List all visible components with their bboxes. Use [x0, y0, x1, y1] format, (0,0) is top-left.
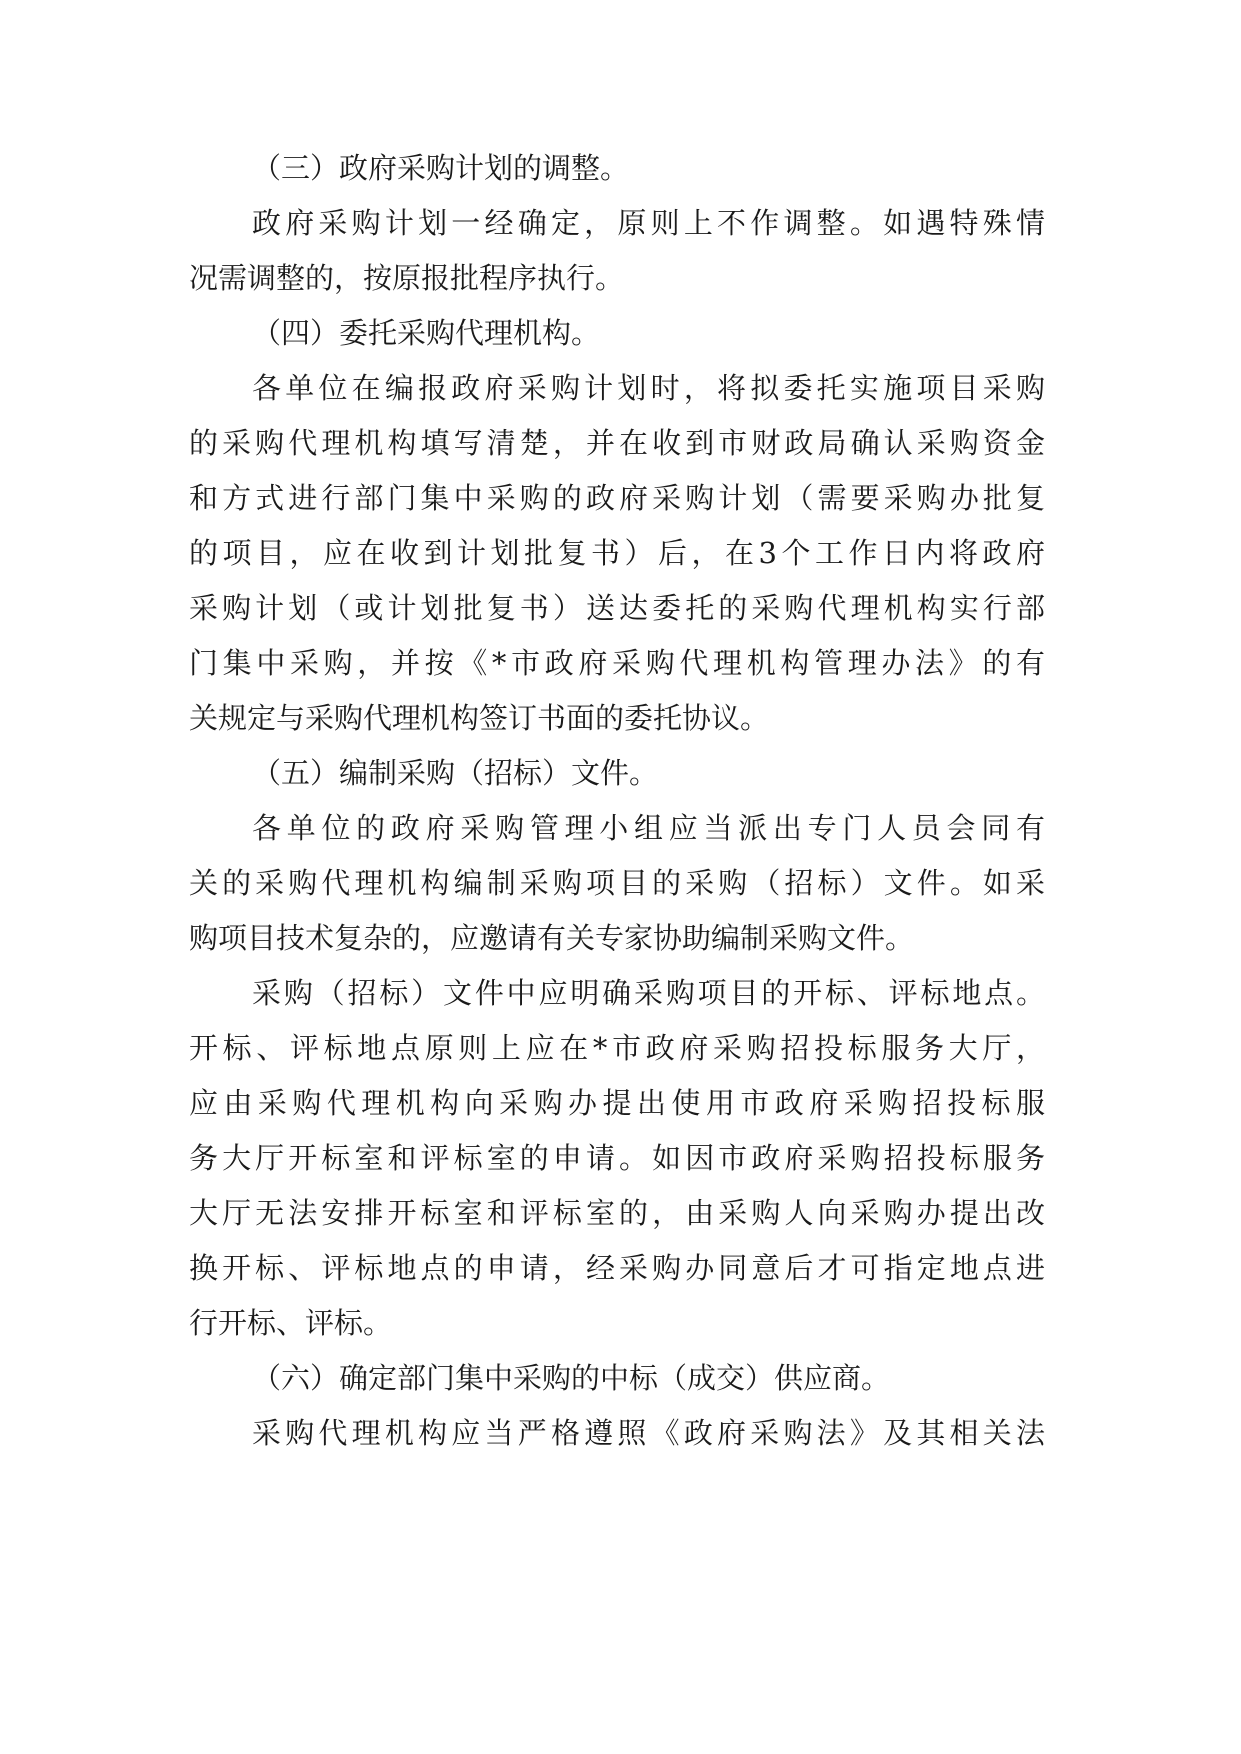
body-line: 各单位在编报政府采购计划时，将拟委托实施项目采购	[252, 371, 1045, 405]
heading-line: （五）编制采购（招标）文件。	[252, 756, 659, 790]
body-line: 况需调整的，按原报批程序执行。	[189, 261, 625, 295]
body-line: 换开标、评标地点的申请，经采购办同意后才可指定地点进	[189, 1251, 1045, 1285]
body-line: 行开标、评标。	[189, 1306, 393, 1340]
body-line: 采购（招标）文件中应明确采购项目的开标、评标地点。	[252, 976, 1045, 1010]
body-line: 采购代理机构应当严格遵照《政府采购法》及其相关法	[252, 1416, 1045, 1450]
body-line: 应由采购代理机构向采购办提出使用市政府采购招投标服	[189, 1086, 1045, 1120]
body-line: 采购计划（或计划批复书）送达委托的采购代理机构实行部	[189, 591, 1045, 625]
body-line: 和方式进行部门集中采购的政府采购计划（需要采购办批复	[189, 481, 1045, 515]
body-line: 关规定与采购代理机构签订书面的委托协议。	[189, 701, 770, 735]
body-line: 关的采购代理机构编制采购项目的采购（招标）文件。如采	[189, 866, 1045, 900]
body-line: 的采购代理机构填写清楚，并在收到市财政局确认采购资金	[189, 426, 1045, 460]
body-line: 政府采购计划一经确定，原则上不作调整。如遇特殊情	[252, 206, 1045, 240]
body-line: 大厅无法安排开标室和评标室的，由采购人向采购办提出改	[189, 1196, 1045, 1230]
heading-line: （三）政府采购计划的调整。	[252, 151, 630, 185]
heading-line: （六）确定部门集中采购的中标（成交）供应商。	[252, 1361, 891, 1395]
body-line: 的项目，应在收到计划批复书）后，在3个工作日内将政府	[189, 536, 1045, 570]
body-line: 购项目技术复杂的，应邀请有关专家协助编制采购文件。	[189, 921, 915, 955]
body-line: 各单位的政府采购管理小组应当派出专门人员会同有	[252, 811, 1045, 845]
heading-line: （四）委托采购代理机构。	[252, 316, 601, 350]
body-line: 开标、评标地点原则上应在*市政府采购招投标服务大厅，	[189, 1031, 1045, 1065]
body-line: 务大厅开标室和评标室的申请。如因市政府采购招投标服务	[189, 1141, 1045, 1175]
body-line: 门集中采购，并按《*市政府采购代理机构管理办法》的有	[189, 646, 1045, 680]
